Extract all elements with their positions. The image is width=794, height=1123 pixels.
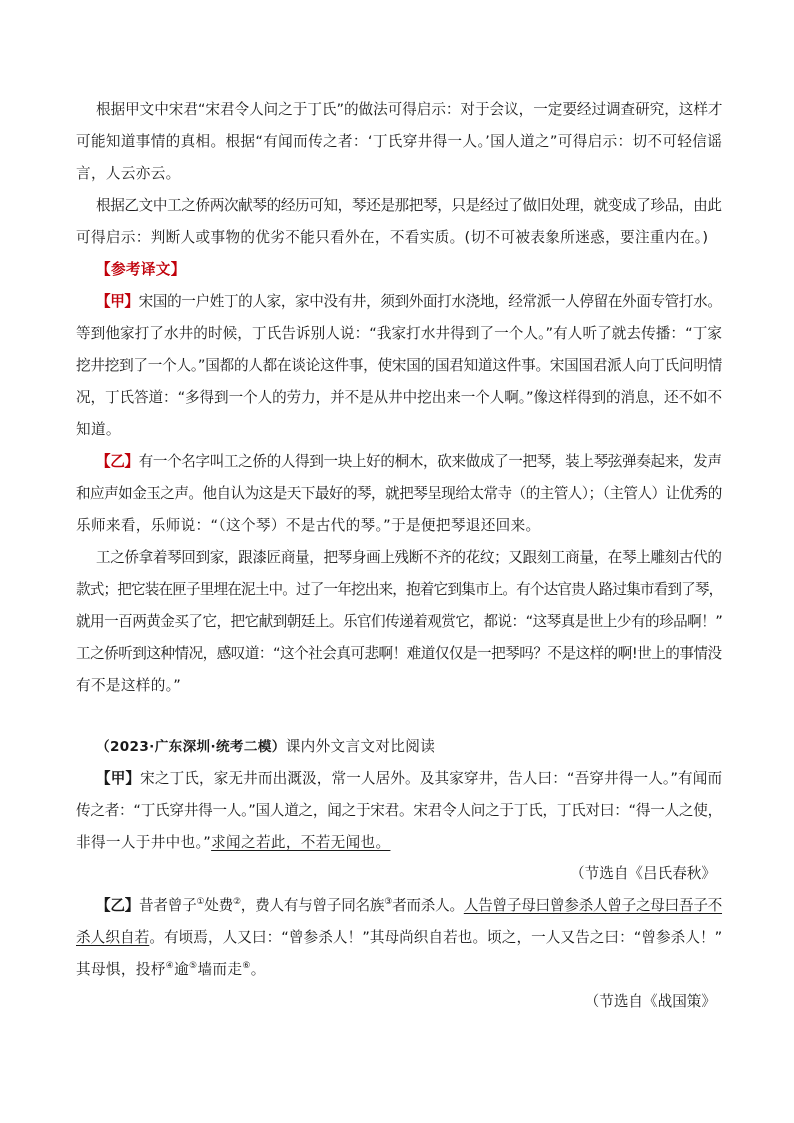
analysis-p2-line1: 根据乙文中工之侨两次献琴的经历可知，琴还是那把琴，只是经过了做旧处理，就变成了珍品，由此 <box>96 197 722 214</box>
footnote-1: ① <box>196 897 205 908</box>
question-jia-text: 宋之丁氏，家无井而出溉汲，常一人居外。及其家穿井，告人曰：“吾穿井得一人。”有闻而 <box>140 770 723 787</box>
translation-jia-line1 <box>96 292 722 312</box>
question-header <box>96 737 435 757</box>
yi-tag: 【乙】 <box>96 453 139 470</box>
footnote-4: ④ <box>165 961 175 972</box>
analysis-p1-line2: 可能知道事情的真相。根据“有闻而传之者：‘丁氏穿井得一人。’国人道之”可得启示：切不可轻信谣 <box>76 133 723 150</box>
question-yi-text-a: 昔者曾子 <box>139 897 197 914</box>
translation-yi-text: 有一个名字叫工之侨的人得到一块上好的桐木，砍来做成了一把琴，装上琴弦弹奏起来，发声 <box>138 453 722 470</box>
question-jia-line3 <box>76 833 390 853</box>
question-yi-line3-c: 墙而走 <box>197 961 243 978</box>
translation-yi2-line1: 工之侨拿着琴回到家，跟漆匠商量，把琴身画上残断不齐的花纹；又跟刻工商量，在琴上雕刻古代的 <box>96 549 722 566</box>
footnote-6: ⑥ <box>242 961 251 972</box>
translation-jia-line2: 等到他家打了水井的时候，丁氏告诉别人说：“我家打水井得到了一个人。”有人听了就去传播：“丁家 <box>76 325 723 342</box>
question-jia-line1 <box>96 769 722 789</box>
underlined-sentence-yi-part2: 杀人织自若 <box>76 929 150 946</box>
question-title: 课内外文言文对比阅读 <box>285 738 436 755</box>
question-yi-line3 <box>76 960 266 980</box>
translation-jia-line4: 况，丁氏答道：“多得到一个人的劳力，并不是从井中挖出来一个人啊。”像这样得到的消息，还不如不 <box>76 389 723 406</box>
question-yi-text-b: 处费 <box>204 897 233 914</box>
question-yi-line2 <box>76 928 722 948</box>
analysis-p1-line1: 根据甲文中宋君“宋君令人问之于丁氏”的做法可得启示：对于会议，一定要经过调查研究，这样才 <box>96 101 723 118</box>
question-jia-line2: 传之者：“丁氏穿井得一人。”国人道之，闻之于宋君。宋君令人问之于丁氏，丁氏对曰：“得一人之使， <box>76 802 722 819</box>
question-yi-line3-d: 。 <box>250 961 266 978</box>
analysis-p2-line2: 可得启示：判断人或事物的优劣不能只看外在，不看实质。(切不可被表象所迷惑，要注重内在。) <box>76 229 709 246</box>
question-yi-text-d: 者而杀人。 <box>392 897 464 914</box>
question-jia-tag: 【甲】 <box>96 770 141 787</box>
question-yi-line1 <box>96 896 722 916</box>
question-jia-line3-text: 非得一人于井中也。” <box>76 834 212 851</box>
question-yi-tag: 【乙】 <box>96 897 140 914</box>
question-yi-line3-b: 逾 <box>174 961 190 978</box>
question-yi-line2-text: 。有顷焉，人又曰：“曾参杀人！”其母尚织自若也。顷之，一人又告之曰：“曾参杀人！” <box>149 929 723 946</box>
underlined-sentence-yi-part1: 人告曾子母曰曾参杀人曾子之母曰吾子不 <box>463 897 723 914</box>
translation-yi-line1 <box>96 452 722 472</box>
footnote-5: ⑤ <box>189 961 198 972</box>
question-source: （2023·广东深圳·统考二模） <box>96 739 286 755</box>
question-yi-text-c: ，费人有与曾子同名族 <box>240 897 385 914</box>
translation-jia-line5: 知道。 <box>76 421 121 438</box>
footnote-3: ③ <box>384 897 393 908</box>
citation-jia: （节选自《吕氏春秋》 <box>570 865 716 882</box>
translation-yi2-line2: 款式；把它装在匣子里埋在泥土中。过了一年挖出来，抱着它到集市上。有个达官贵人路过集市看到了琴， <box>76 581 723 598</box>
translation-yi2-line4: 工之侨听到这种情况，感叹道：“这个社会真可悲啊！难道仅仅是一把琴吗？不是这样的啊!世上的事情没 <box>76 645 722 662</box>
translation-jia-line3: 挖井挖到了一个人。”国都的人都在谈论这件事，使宋国的国君知道这件事。宋国国君派人向丁氏问明情 <box>76 357 723 374</box>
jia-tag: 【甲】 <box>96 293 139 310</box>
citation-yi: （节选自《战国策》 <box>584 993 716 1010</box>
translation-heading: 【参考译文】 <box>96 261 186 278</box>
translation-yi-line2: 和应声如金玉之声。他自认为这是天下最好的琴，就把琴呈现给太常寺（的主管人）；（主管人）让优秀的 <box>76 485 722 502</box>
footnote-2: ② <box>232 897 241 908</box>
analysis-p1-line3: 言，人云亦云。 <box>76 165 181 182</box>
underlined-sentence-jia: 求闻之若此，不若无闻也。 <box>211 834 391 851</box>
translation-yi2-line5: 有不是这样的。” <box>76 677 182 694</box>
translation-yi-line3: 乐师来看，乐师说：“（这个琴）不是古代的琴。”于是便把琴退还回来。 <box>76 517 541 534</box>
question-yi-line3-a: 其母惧，投杼 <box>76 961 166 978</box>
translation-jia-text: 宋国的一户姓丁的人家，家中没有井，须到外面打水浇地，经常派一人停留在外面专管打水。 <box>138 293 722 310</box>
translation-yi2-line3: 就用一百两黄金买了它，把它献到朝廷上。乐官们传递着观赏它，都说：“这琴真是世上少有的珍品啊！” <box>76 613 723 630</box>
